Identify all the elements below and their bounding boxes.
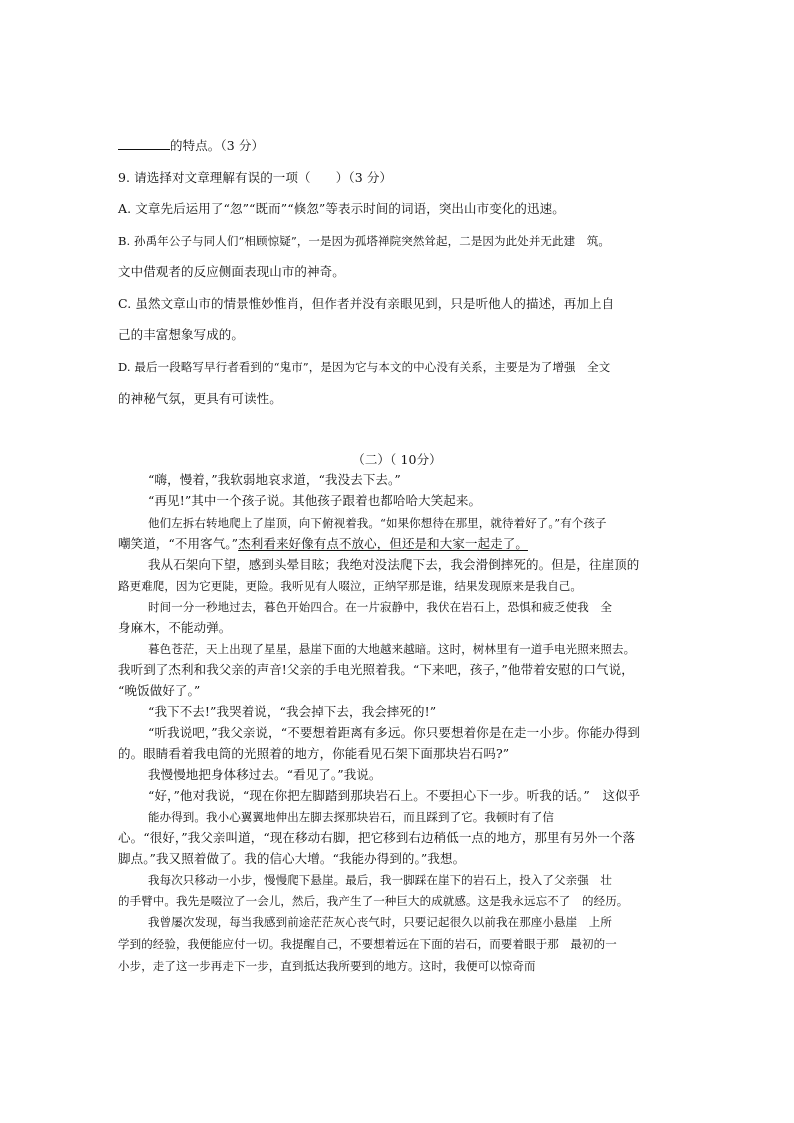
passage-line: 心。“很好，”我父亲叫道，“现在移动右脚，把它移到右边稍低一点的地方，那里有另外一个落 [118,830,636,845]
q9-option-c-line1: C. 虽然文章山市的情景惟妙惟肖，但作者并没有亲眼见到，只是听他人的描述，再加上自 [118,296,615,311]
q8-tail-text: 的特点。（3 分） [170,138,265,153]
section-title: （二）（ 10分） [352,452,442,467]
passage-line: 他们左拆右转地爬上了崖顶，向下俯视着我。“如果你想待在那里，就待着好了。”有个孩子 [148,516,607,530]
q9-option-b-line1: B. 孙禹年公子与同人们“相顾惊疑”，一是因为孤塔禅院突然耸起，二是因为此处并无此建 筑。 [118,234,611,248]
q8-answer-line [118,137,264,154]
q9-option-b-line2: 文中借观者的反应侧面表现山市的神奇。 [118,264,345,279]
passage-line: “我下不去!”我哭着说，“我会掉下去，我会摔死的!” [148,704,437,719]
q9-option-a: A. 文章先后运用了“忽”“既而”“倏忽”等表示时间的词语，突出山市变化的迅速。 [118,201,565,216]
passage-line: 能办得到。我小心翼翼地伸出左脚去探那块岩石，而且踩到了它。我顿时有了信 [148,810,554,824]
passage-line: 路更难爬，因为它更陡，更险。我听见有人啜泣，正纳罕那是谁，结果发现原来是我自己。 [118,579,582,593]
passage-line: 时间一分一秒地过去，暮色开始四合。在一片寂静中，我伏在岩石上，恐惧和疲乏使我 全 [148,600,612,614]
passage-line: 我每次只移动一小步，慢慢爬下悬崖。最后，我一脚踩在崖下的岩石上，投入了父亲强 壮 [148,873,612,887]
passage-line: “好，”他对我说，“现在你把左脚踏到那块岩石上。不要担心下一步。听我的话。” 这似乎 [148,788,641,803]
passage-line: “嗨，慢着，”我软弱地哀求道，“我没去下去。” [148,472,401,487]
passage-line: “再见!”其中一个孩子说。其他孩子跟着也都哈哈大笑起来。 [148,493,482,508]
passage-line: “晚饭做好了。” [118,683,201,698]
passage-line: 的手臂中。我先是啜泣了一会儿，然后，我产生了一种巨大的成就感。这是我永远忘不了 的经历。 [118,894,629,908]
passage-line: 脚点。”我又照着做了。我的信心大增。“我能办得到的。”我想。 [118,851,466,866]
answer-blank [118,137,170,150]
passage-line: 我从石架向下望，感到头晕目眩；我绝对没法爬下去，我会滑倒摔死的。但是，往崖顶的 [148,557,640,572]
passage-line: 小步，走了这一步再走下一步，直到抵达我所要到的地方。这时，我便可以惊奇而 [118,959,536,973]
passage-line: 身麻木，不能动弹。 [118,620,232,635]
q9-option-c-line2: 己的丰富想象写成的。 [118,327,245,342]
underlined-sentence: 杰利看来好像有点不放心，但还是和大家一起走了。 [238,536,528,551]
q9-option-d-line1: D. 最后一段略写早行者看到的“鬼市”，是因为它与本文的中心没有关系，主要是为了增强 全文 [118,360,611,374]
passage-line: 学到的经验，我便能应付一切。我提醒自己，不要想着远在下面的岩石，而要着眼于那 最初的一 [118,937,617,951]
passage-line: “听我说吧，”我父亲说，“不要想着距离有多远。你只要想着你是在走一小步。你能办得到 [148,725,641,740]
passage-line: 暮色苍茫，天上出现了星星，悬崖下面的大地越来越暗。这时，树林里有一道手电光照来照去。 [148,642,636,656]
passage-line: 我曾屡次发现，每当我感到前途茫茫灰心丧气时，只要记起很久以前我在那座小悬崖 上所 [148,915,612,929]
q9-stem: 9. 请选择对文章理解有误的一项（ ）（3 分） [118,170,393,185]
passage-line: 的。眼睛看着我电筒的光照着的地方，你能看见石架下面那块岩石吗?” [118,746,510,761]
q9-option-d-line2: 的神秘气氛，更具有可读性。 [118,391,282,406]
passage-text: 嘲笑道，“不用客气。” [118,536,239,551]
passage-line: 我听到了杰利和我父亲的声音!父亲的手电光照着我。“下来吧，孩子，”他带着安慰的口气说， [118,662,634,677]
passage-line [118,536,528,552]
passage-line: 我慢慢地把身体移过去。“看见了。”我说。 [148,767,382,782]
